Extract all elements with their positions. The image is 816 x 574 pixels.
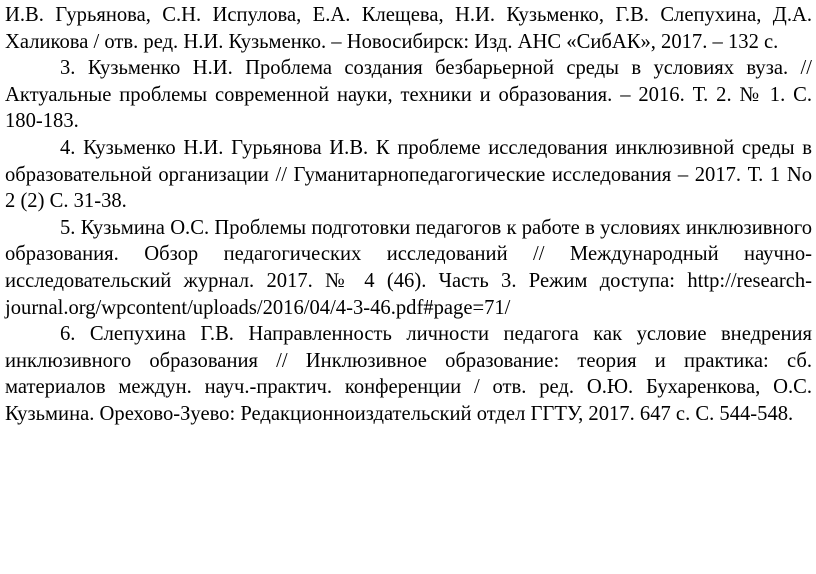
reference-item-6: 6. Слепухина Г.В. Направленность личности педагога как условие внедрения инклюзивного образования // Инклюзивное образование: теория и практика: сб. материалов междун. науч.-практич. конференции / отв. ред. О.Ю. Бухаренкова, О.С. Кузьмина. Орехово-Зуево: Редакционноиздательский отдел ГГТУ, 2017. 647 с. С. 544-548. xyxy=(5,323,812,425)
reference-item-5: 5. Кузьмина О.С. Проблемы подготовки педагогов к работе в условиях инклюзивного образования. Обзор педагогических исследований // Международный научно-исследовательский журнал. 2017. № 4 (46). Часть 3. Режим доступа: http://research-journal.org/wpcontent/uploads/2016/04/4-3-46.pdf#page=71/ xyxy=(5,216,812,319)
reference-continuation: И.В. Гурьянова, С.Н. Испулова, Е.А. Клещева, Н.И. Кузьменко, Г.В. Слепухина, Д.А. Халикова / отв. ред. Н.И. Кузьменко. – Новосибирск: Изд. АНС «СибАК», 2017. – 132 с. xyxy=(5,4,812,53)
reference-item-4: 4. Кузьменко Н.И. Гурьянова И.В. К проблеме исследования инклюзивной среды в образовательной организации // Гуманитарнопедагогические исследования – 2017. Т. 1 No 2 (2) С. 31-38. xyxy=(5,136,812,213)
reference-item-3: 3. Кузьменко Н.И. Проблема создания безбарьерной среды в условиях вуза. // Актуальные проблемы современной науки, техники и образования. – 2016. Т. 2. № 1. С. 180-183. xyxy=(5,57,812,133)
